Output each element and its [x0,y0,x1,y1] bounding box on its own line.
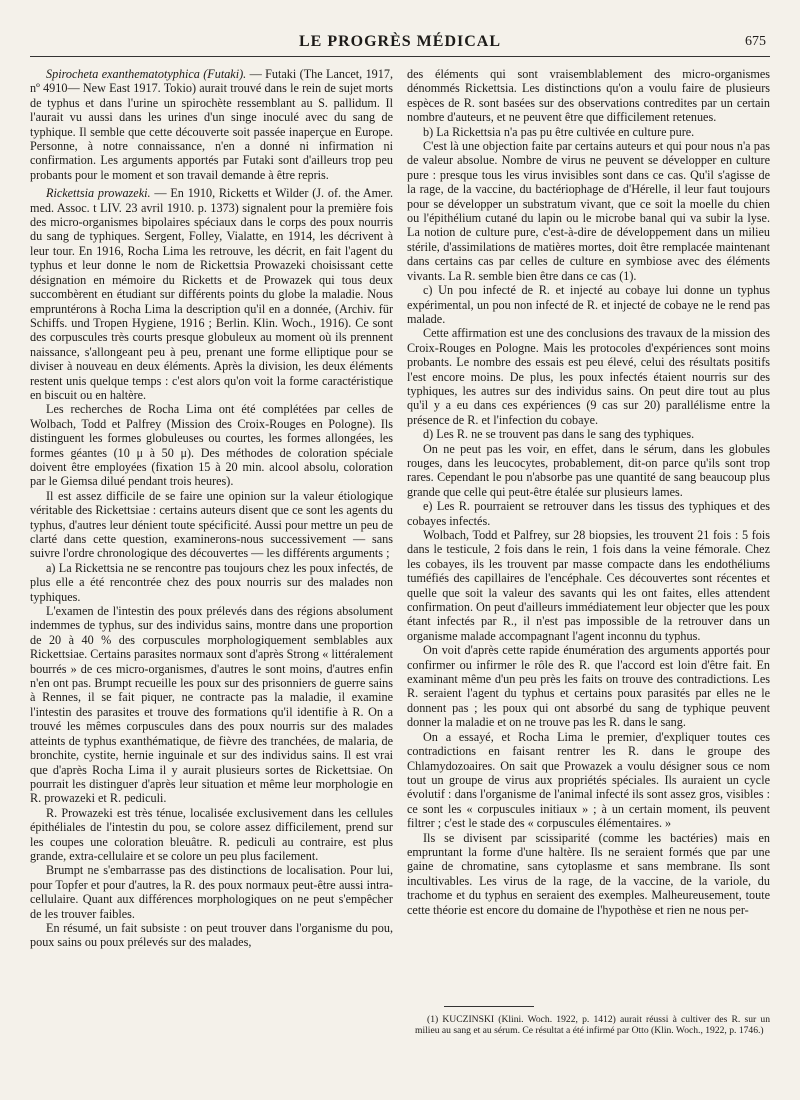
two-column-body [30,67,770,950]
paragraph: Ils se divisent par scissiparité (comme les bactéries) mais en empruntant la forme d'une haltère. Ils ne seraient formés que par une gaine de chromatine, sans cytoplasme et sans membrane. Ils sont incultivables. Les virus de la rage, de la vaccine, de la variole, du trachome et du typhus en seraient des exemples. Malheureusement, toute cette théorie est encore du domaine de l'hypothèse et rien ne nous per- [407,830,770,917]
paragraph: Brumpt ne s'embarrasse pas des distinctions de localisation. Pour lui, pour Topfer et pour d'autres, la R. des poux normaux peut-être aussi intra-cellulaire. Quant aux différences morphologiques on ne peut s'empêcher de les trouver faibles. [30,863,393,921]
paragraph: Les recherches de Rocha Lima ont été complétées par celles de Wolbach, Todd et Palfrey (Mission des Croix-Rouges en Pologne). Ils distinguent les formes globuleuses ou courtes, les formes allongées, les formes géantes (10 μ à 50 μ). Des méthodes de coloration spéciale doivent être employées (fixation 15 à 20 min. alcool absolu, coloration par le Giemsa dilué pendant trois heures). [30,402,393,489]
paragraph: Il est assez difficile de se faire une opinion sur la valeur étiologique véritable des Rickettsiae : certains auteurs disent que ce sont les agents du typhus, d'autres leur dénient toute spécificité. Aussi pour mettre un peu de clarté dans cette question, examinerons-nous successivement — sans suivre l'ordre chronologique des découvertes — les différents arguments ; [30,488,393,561]
paragraph: Wolbach, Todd et Palfrey, sur 28 biopsies, les trouvent 21 fois : 5 fois dans le testicule, 2 fois dans le rein, 1 fois dans la veine fémorale. Chez les cobayes, ils les trouvent par masse compacte dans les endothéliums tuméfiés des capillaires de l'encéphale. Ces découvertes sont récentes et quelle que soit la valeur des savants qui les ont faites, elles attendent confirmation. On peut d'ailleurs immédiatement leur objecter que les poux étant infectés par R., il n'est pas impossible de la retrouver dans un organisme malade accompagnant l'agent inconnu du typhus. [407,528,770,643]
paragraph: On voit d'après cette rapide énumération des arguments apportés pour confirmer ou infirmer le rôle des R. que l'accord est loin d'être fait. En examinant même d'un peu près les faits on trouve des contradictions. Les R. seraient l'agent du typhus et certains poux parasités par elles ne le donnent pas ; les poux qui ont absorbé du sang de typhique peuvent donner la maladie et on ne trouve pas les R. dans le sang. [407,643,770,730]
left-column [30,67,393,950]
paragraph: C'est là une objection faite par certains auteurs et qui pour nous n'a pas de valeur absolue. Nombre de virus ne peuvent se développer en culture pure : presque tous les virus invisibles sont dans ce cas. Qu'il s'agisse de la rage, de la vaccine, du bactériophage de d'Hérelle, il leur faut toujours pour se développer un substratum vivant, que ce soit la moelle du chien ou l'épithélium cutané du lapin ou le microbe banal qui va subir la lyse. La notion de culture pure, c'est-à-dire de développement dans un milieu stérile, d'assimilations de matières mortes, doit être remplacée maintenant dans certains cas par celles de culture en symbiose avec des éléments vivants. La R. semble bien être dans ce cas (1). [407,139,770,283]
footnote [415,1014,770,1036]
footnote-rule [444,1006,534,1007]
right-column [407,67,770,950]
paragraph-text: — Futaki (The Lancet, 1917, nº 4910— New East 1917. Tokio) aurait trouvé dans le rein de sujet morts de typhus et dans l'urine un spirochète ressemblant au S. pallidum. Il l'aurait vu aussi dans les urines d'un singe inoculé avec du sang de typhique. Il semble que cette découverte soit passée inaperçue en Europe. Personne, à notre connaissance, n'en a donné ni infirmation ni confirmation. Les arguments apportés par Futaki sont d'ailleurs trop peu probants pour le moment et son travail demande à être repris. [30,67,393,182]
paragraph: R. Prowazeki est très ténue, localisée exclusivement dans les cellules épithéliales de l'intestin du pou, se colore assez difficilement, prend sur les coupes une coloration bleuâtre. R. pediculi au contraire, est plus grande, extra-cellulaire et se colore un peu plus facilement. [30,805,393,863]
paragraph: L'examen de l'intestin des poux prélevés dans des régions absolument indemmes de typhus, sur des individus sains, montre dans une proportion de 20 à 40 % des corpuscules morphologiquement semblables aux Rickettsiae. Certains parasites normaux sont d'après Strong « littéralement bourrés » de ces micro-organismes, d'autres le sont moins, d'autres enfin n'en ont pas. Brumpt recueille les poux sur des prisonniers de guerre sains à Rennes, il se fait piquer, ne contracte pas la maladie, il examine l'intestin des parasites et trouve des formations qu'il identifie à R. On a trouvé les mêmes corpuscules dans des poux nourris sur des malades atteints de typhus exanthématique, de fièvre des tranchées, de malaria, de bronchite, cystite, hernie inguinale et sur des individus sains. Il est vrai que d'après Rocha Lima il y aurait plusieurs sortes de Rickettsiae. On pourrait les distinguer d'après leur situation et même leur morphologie en R. prowazeki et R. pediculi. [30,604,393,806]
paragraph: Cette affirmation est une des conclusions des travaux de la mission des Croix-Rouges en Pologne. Mais les protocoles d'expériences sont moins probants. Le nombre des essais est peu élevé, celui des résultats positifs l'est encore moins. De plus, les poux infectés étaient nourris sur des typhiques, les autres sur des individus sains. On peut dire tout au plus qu'il y a eu dans ces expériences (9 cas sur 20) parallélisme entre la présence de R. et l'infection du cobaye. [407,326,770,427]
paragraph-rickettsia [30,186,393,402]
paragraph: e) Les R. pourraient se retrouver dans les tissus des typhiques et des cobayes infectés. [407,499,770,528]
running-header [30,31,770,53]
paragraph: des éléments qui sont vraisemblablement des micro-organismes dénommés Rickettsia. Les distinctions qu'on a voulu faire de plusieurs espèces de R. sont basées sur des observations contredites par un certain nombre d'auteurs, et ne peuvent être que difficilement retenues. [407,67,770,125]
paragraph: b) La Rickettsia n'a pas pu être cultivée en culture pure. [423,124,695,139]
page-number: 675 [745,34,766,49]
paragraph: En résumé, un fait subsiste : on peut trouver dans l'organisme du pou, poux sains ou poux prélevés sur des malades, [30,920,393,950]
paragraph: On ne peut pas les voir, en effet, dans le sérum, dans les globules rouges, dans les leucocytes, probablement, dit-on parce qu'ils sont trop rares. Cependant le pou n'absorbe pas une quantité de sang beaucoup plus grande que celle qui peut-être étalée sur plusieurs lames. [407,441,770,499]
paragraph: On a essayé, et Rocha Lima le premier, d'expliquer toutes ces contradictions en faisant rentrer les R. dans le groupe des Chlamydozoaires. On sait que Prowazek a voulu désigner sous ce nom tout un groupe de virus aux propriétés spéciales. Ils auraient un cycle évolutif : dans l'organisme de l'animal infecté ils sont assez gros, visibles : ce sont les « corpuscules initiaux » ; à un certain moment, ils peuvent filtrer ; c'est le stade des « corpuscules élémentaires. » [407,729,770,831]
journal-title: LE PROGRÈS MÉDICAL [298,33,502,50]
section-title-spirocheta: Spirocheta exanthematotyphica (Futaki). [46,67,247,81]
paragraph-spirocheta [30,67,393,182]
header-rule [30,56,770,57]
paragraph: d) Les R. ne se trouvent pas dans le sang des typhiques. [423,427,695,442]
section-title-rickettsia: Rickettsia prowazeki. [46,186,151,201]
footnote-text: (1) KUCZINSKI (Klini. Woch. 1922, p. 1412) aurait réussi à cultiver des R. sur un milieu au sang et au sérum. Ce résultat a été infirmé par Otto (Klin. Woch., 1922, p. 1746.) [415,1014,770,1037]
paragraph: a) La Rickettsia ne se rencontre pas toujours chez les poux infectés, de plus elle a été rencontrée chez des poux nourris sur des malades non typhiques. [30,560,393,604]
paragraph-text: — En 1910, Ricketts et Wilder (J. of. the Amer. med. Assoc. t LIV. 23 avril 1910. p. 1373) signalent pour la première fois des micro-organismes bipolaires spéciaux dans le corps des poux nourris du sang de typhiques. Sergent, Folley, Vialatte, en 1914, les décrivent à leur tour. En 1916, Rocha Lima les retrouve, les décrit, en fait l'agent du typhus et leur donne le nom de Rickettsia Prowazeki choisissant cette désignation en mémoire du Ricketts et de Prowazek qui tous deux succombèrent en étudiant sur différents points du globe la maladie. Nous empruntérons à Rocha Lima la description qu'il en a donnée, (Archiv. für Schiffs. und Tropen Hygiene, 1916 ; Berlin. Klin. Woch., 1916). Ce sont des corpuscules très courts presque globuleux au moment où ils prennent naissance, s'allongeant peu à peu, prenant une forme elliptique pour se diviser à nouveau en deux éléments. Après la division, les deux éléments restent unis quelque temps : c'est alors qu'on voit la forme caractéristique en biscuit ou en haltère. [30,186,394,402]
paragraph: c) Un pou infecté de R. et injecté au cobaye lui donne un typhus expérimental, un pou non infecté de R. et injecté de cobaye ne le rend pas malade. [407,283,770,326]
